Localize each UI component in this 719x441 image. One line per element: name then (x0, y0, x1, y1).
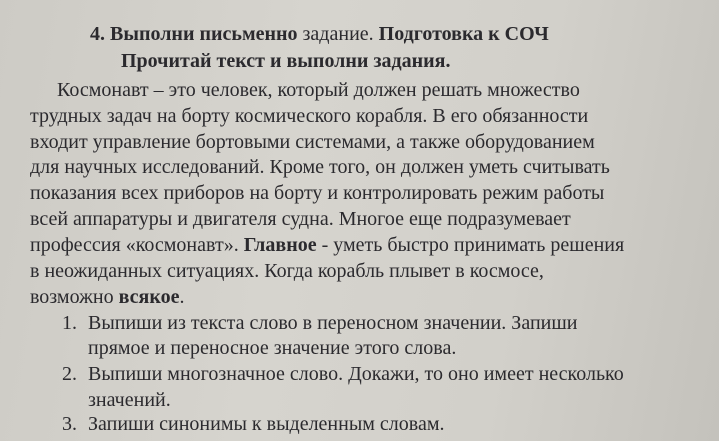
task-heading (90, 22, 549, 46)
text-line (30, 233, 624, 257)
text-line: показания всех приборов на борту и контролировать режим работы (30, 182, 605, 204)
text-line: входит управление бортовыми системами, а также оборудованием (30, 131, 595, 153)
task-item-number: 2. (62, 363, 77, 385)
text-line: трудных задач на борту космического корабля. В его обязанности (30, 105, 589, 127)
task-item-line: значений. (88, 389, 171, 411)
text-fragment: возможно (30, 286, 119, 308)
text-fragment: - уметь быстро принимать решения (316, 234, 625, 256)
highlighted-word: всякое (118, 286, 180, 308)
text-fragment: профессия «космонавт». (30, 234, 239, 256)
task-title-c: Подготовка к СОЧ (378, 23, 549, 45)
task-item-line: Выпиши из текста слово в переносном значении. Запиши (88, 312, 578, 334)
text-line: всей аппаратуры и двигателя судна. Многое еще подразумевает (30, 208, 571, 230)
text-line: Космонавт – это человек, который должен решать множество (57, 79, 580, 101)
text-fragment: . (179, 286, 185, 308)
task-item-number: 3. (62, 413, 77, 435)
text-line: в неожиданных ситуациях. Когда корабль плывет в космосе, (30, 260, 544, 282)
task-item-line: Запиши синонимы к выделенным словам. (88, 413, 445, 435)
task-item-number: 1. (62, 312, 77, 334)
task-number: 4. (90, 23, 105, 45)
text-line (30, 285, 185, 309)
task-item-line: прямое и переносное значение этого слова. (88, 337, 457, 359)
text-line: для научных исследований. Кроме того, он должен уметь считывать (30, 156, 610, 178)
task-title-a: Выполни письменно (110, 23, 298, 45)
task-subtitle: Прочитай текст и выполни задания. (121, 50, 451, 72)
task-title-b: задание. (302, 23, 374, 45)
task-item-line: Выпиши многозначное слово. Докажи, то оно имеет несколько (88, 363, 624, 385)
highlighted-word: Главное (243, 234, 317, 256)
